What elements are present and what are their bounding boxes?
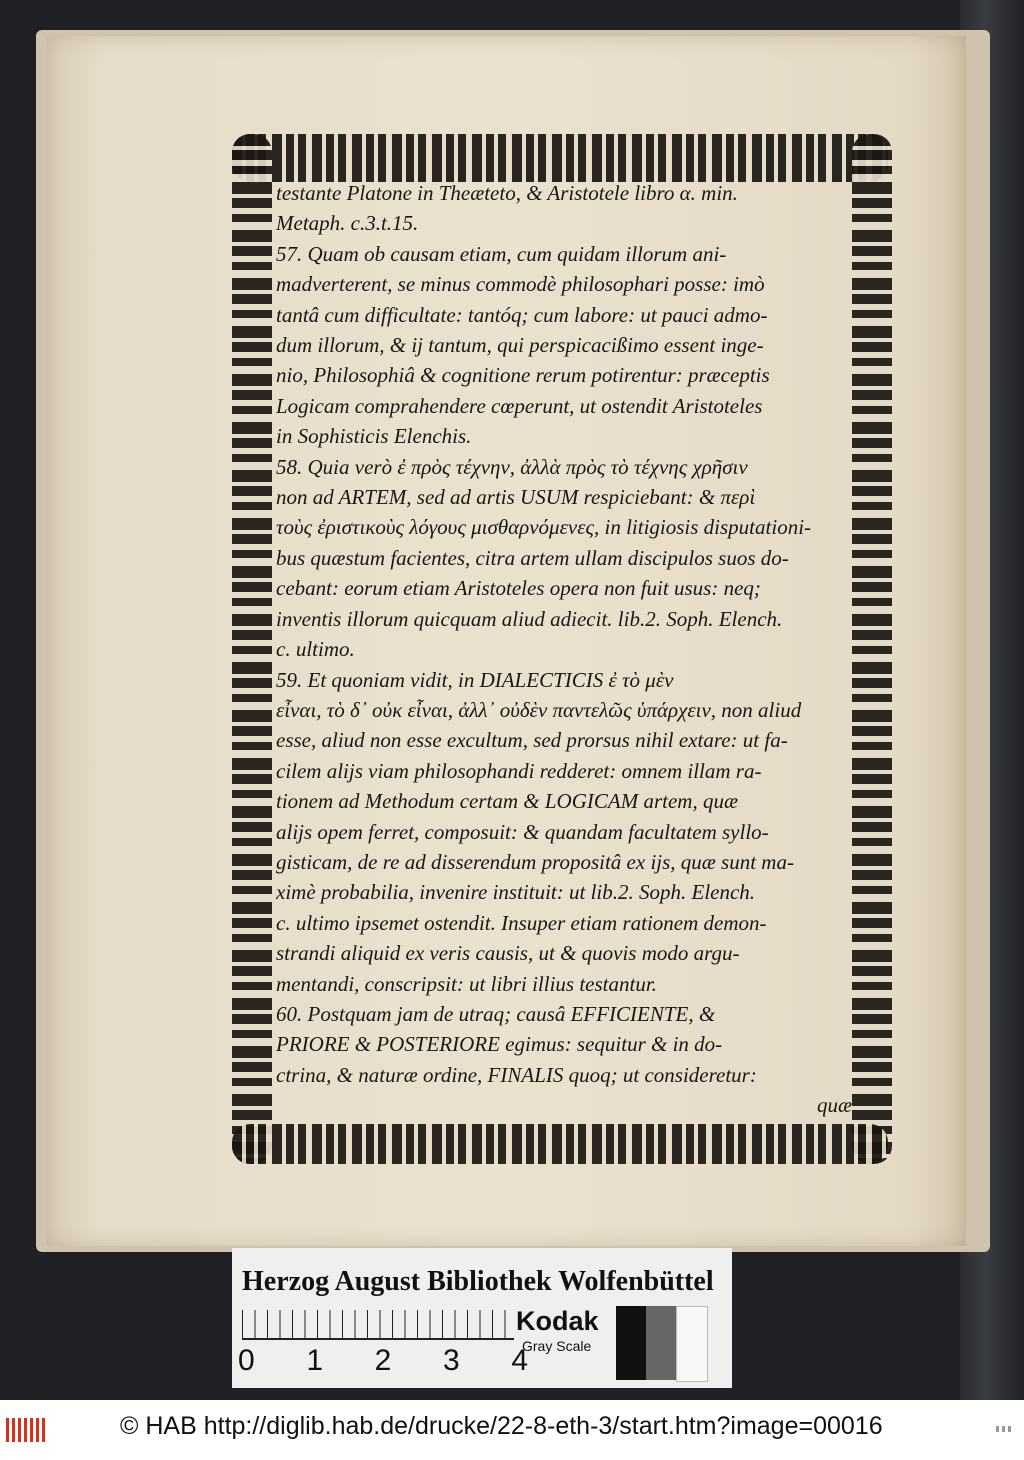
ruler-numbers [238, 1344, 528, 1378]
text-line: ctrina, & naturæ ordine, FINALIS quoq; ut consideretur: [276, 1062, 757, 1087]
text-line: tantâ cum difficultate: tantóq; cum labore: ut pauci admo- [276, 302, 768, 327]
text-line: mentandi, conscripsit: ut libri illius testantur. [276, 971, 657, 996]
ruler-number: 4 [511, 1344, 528, 1377]
text-line: gisticam, de re ad disserendum propositâ ex ijs, quæ sunt ma- [276, 849, 794, 874]
scale-ruler [242, 1310, 514, 1340]
hab-logo-icon [6, 1418, 46, 1442]
status-bar [0, 1400, 1024, 1460]
text-line: testante Platone in Theæteto, & Aristotele libro α. min. [276, 181, 738, 205]
ruler-number: 0 [238, 1344, 255, 1377]
copyright-url[interactable]: © HAB http://diglib.hab.de/drucke/22-8-eth-3/start.htm?image=00016 [120, 1412, 883, 1440]
text-line: PRIORE & POSTERIORE egimus: sequitur & in do- [276, 1032, 723, 1057]
library-name: Herzog August Bibliothek Wolfenbüttel [242, 1266, 714, 1297]
kodak-logo: Kodak [516, 1306, 599, 1336]
text-line: 57. Quam ob causam etiam, cum quidam illorum ani- [276, 241, 727, 266]
ornamental-border-right [852, 134, 892, 1164]
text-line: dum illorum, & ij tantum, qui perspicacißimo essent inge- [276, 333, 764, 358]
text-line: Logicam comprahendere cœperunt, ut ostendit Aristoteles [276, 393, 763, 418]
text-line: c. ultimo. [276, 637, 355, 662]
ruler-number: 2 [374, 1344, 392, 1377]
text-line: strandi aliquid ex veris causis, ut & quovis modo argu- [276, 941, 740, 966]
text-line: τοὺς ἐριστικοὺς λόγους μισθαρνόμενες, in litigiosis disputationi- [276, 515, 812, 540]
catchword: quæ [816, 1093, 852, 1118]
dots-icon [996, 1426, 1012, 1432]
text-line: nio, Philosophiâ & cognitione rerum potirentur: præceptis [276, 363, 770, 388]
ruler-number: 3 [442, 1344, 460, 1377]
text-line: ximè probabilia, invenire instituit: ut lib.2. Soph. Elench. [276, 880, 756, 905]
text-line: in Sophisticis Elenchis. [276, 424, 472, 449]
text-line: εἶναι, τὸ δ᾽ οὐκ εἶναι, ἀλλ᾽ οὐδὲν παντελῶς ὑπάρχειν, non aliud [276, 697, 802, 722]
swatch-black [616, 1306, 646, 1380]
ruler-number: 1 [306, 1344, 324, 1377]
text-line: esse, aliud non esse excultum, sed prorsus nihil extare: ut fa- [276, 728, 788, 753]
swatch-white [676, 1306, 708, 1382]
text-line: tionem ad Methodum certam & LOGICAM artem, quæ [276, 789, 738, 814]
swatch-gray [646, 1306, 676, 1380]
text-line: non ad ARTEM, sed ad artis USUM respiciebant: & περὶ [276, 485, 756, 510]
text-line: cilem alijs viam philosophandi redderet: omnem illam ra- [276, 758, 762, 783]
text-line: Metaph. c.3.t.15. [276, 211, 419, 236]
text-line: bus quæstum facientes, citra artem ullam discipulos suos do- [276, 545, 789, 570]
ornamental-border-top [232, 134, 888, 182]
text-line: inventis illorum quicquam aliud adiecit. lib.2. Soph. Elench. [276, 606, 783, 631]
ornamental-border-bottom [232, 1124, 888, 1164]
text-line: 59. Et quoniam vidit, in DIALECTICIS ἐ τὸ μὲν [276, 667, 674, 692]
text-line: alijs opem ferret, composuit: & quandam facultatem syllo- [276, 819, 769, 844]
ornamental-border-left [232, 134, 272, 1164]
page-text [276, 178, 852, 1122]
text-line: 60. Postquam jam de utraq; causâ EFFICIENTE, & [276, 1001, 716, 1026]
text-line: madverterent, se minus commodè philosophari posse: imò [276, 272, 765, 297]
gray-scale-label: Gray Scale [522, 1338, 592, 1354]
text-line: c. ultimo ipsemet ostendit. Insuper etiam rationem demon- [276, 910, 767, 935]
color-calibration-card [232, 1248, 732, 1388]
text-line: cebant: eorum etiam Aristoteles opera non fuit usus: neq; [276, 576, 761, 601]
text-line: 58. Quia verò ἐ πρὸς τέχνην, ἀλλὰ πρὸς τὸ τέχνης χρῆσιν [276, 454, 748, 479]
